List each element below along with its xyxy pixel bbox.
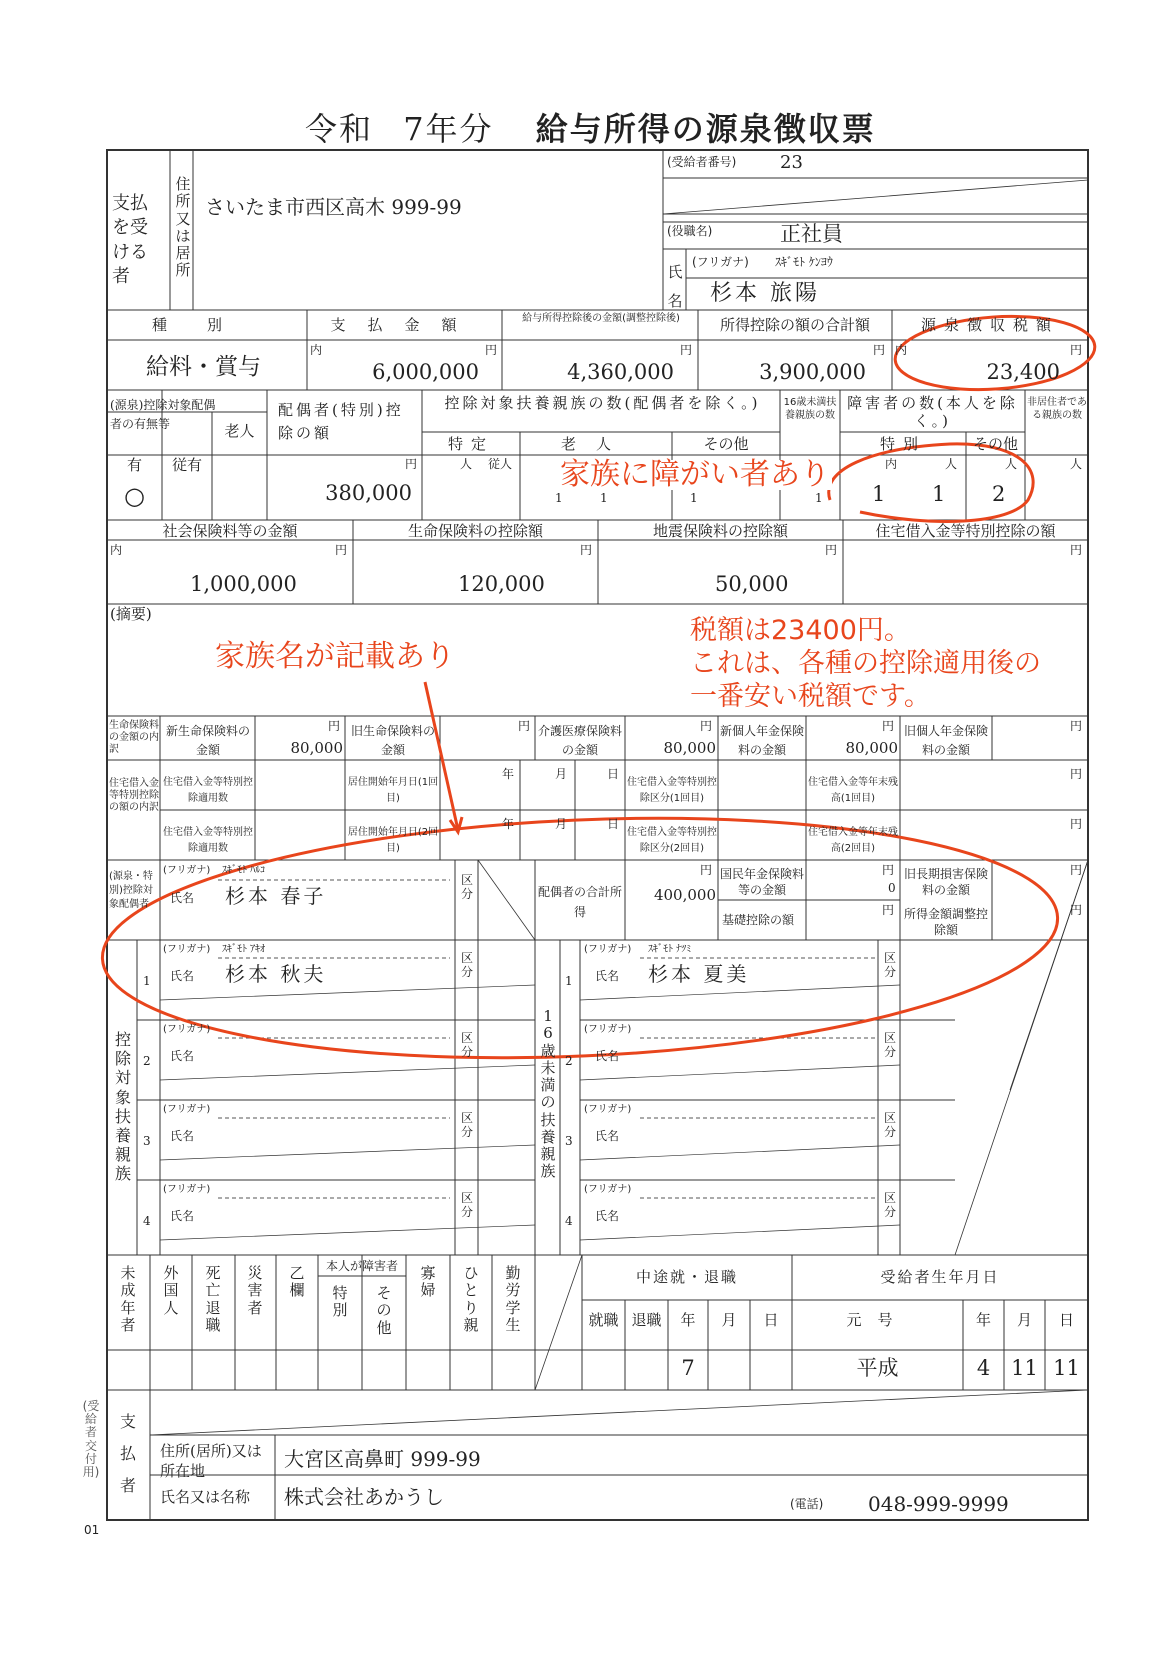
title-year: 7	[403, 110, 426, 148]
new-life-amount: 80,000	[290, 739, 343, 757]
name-label: 氏名	[170, 969, 195, 983]
spouse-juu-label: 従有	[171, 456, 202, 474]
spouse-ari-label: 有	[126, 456, 142, 474]
date2-year: 年	[502, 817, 515, 831]
under16-section-label: 16歳未満の扶養親族	[540, 1007, 556, 1181]
dependent-number: 4	[143, 1214, 151, 1228]
elderly-label: 老人	[224, 422, 255, 440]
payer-tel: 048-999-9999	[868, 1492, 1009, 1516]
old-life-yen: 円	[518, 719, 531, 733]
name-label: 氏名	[170, 1129, 195, 1143]
disabled-special-label: 特別	[879, 435, 926, 453]
midway-year-label: 年	[680, 1311, 696, 1329]
col-working-student: 勤労学生	[505, 1264, 521, 1334]
summary-label: (摘要)	[110, 605, 152, 623]
col-otsu: 乙欄	[289, 1264, 305, 1300]
social-insurance-amount: 1,000,000	[190, 572, 297, 596]
dependent-number: 2	[143, 1054, 151, 1068]
col-foreigner: 外国人	[163, 1264, 179, 1317]
annotation-tax-line3: 一番安い税額です。	[690, 681, 931, 712]
annotation-tax-line1: 税額は23400円。	[690, 615, 911, 646]
housing-deduction-label: 住宅借入金等特別控除の額	[875, 522, 1056, 540]
name-label: 氏名	[595, 1129, 620, 1143]
social-yen: 円	[335, 543, 348, 557]
birth-month-label: 月	[1016, 1311, 1032, 1329]
housing-balance-2-yen: 円	[1070, 817, 1083, 831]
pension-yen: 円	[882, 863, 895, 877]
payer-address: 大宮区高鼻町 999-99	[284, 1447, 481, 1471]
basic-deduction-yen: 円	[882, 903, 895, 917]
life-yen: 円	[580, 543, 593, 557]
basic-deduction-label: 基礎控除の額	[722, 913, 795, 927]
housing-kubun-2-label: 住宅借入金等特別控除区分(2回目)	[627, 827, 717, 854]
pension-label: 国民年金保険料等の金額	[720, 867, 805, 898]
dependents-other-label: その他	[703, 435, 749, 453]
birth-label: 受給者生年月日	[880, 1268, 1000, 1286]
disabled-special-nin: 人	[945, 457, 958, 471]
kubun-label: 区分	[883, 1111, 896, 1139]
date2-day: 日	[607, 817, 620, 831]
special-spouse-label: 配偶者(特別)控除の額	[278, 401, 404, 442]
header-type: 種別	[151, 316, 262, 334]
date1-month: 月	[555, 767, 568, 781]
gengo-label: 元号	[846, 1311, 909, 1329]
date2-month: 月	[555, 817, 568, 831]
payment-yen: 円	[485, 343, 498, 357]
col-death-retire: 死亡退職	[205, 1264, 221, 1334]
col-self-other: その他	[376, 1284, 392, 1337]
title-era: 令和	[305, 110, 374, 148]
midway-month-label: 月	[721, 1311, 737, 1329]
new-pension-label: 新個人年金保険料の金額	[720, 724, 805, 758]
kubun-label: 区分	[460, 951, 473, 979]
life-insurance-amount: 120,000	[458, 572, 545, 596]
taishoku-label: 退職	[631, 1311, 662, 1329]
recipient-address: さいたま市西区高木 999-99	[205, 195, 462, 219]
kubun-label: 区分	[460, 1191, 473, 1219]
col-widow: 寡婦	[420, 1264, 436, 1300]
new-life-label: 新生命保険料の金額	[165, 724, 250, 758]
life-insurance-label: 生命保険料の控除額	[407, 522, 543, 540]
document-title	[305, 110, 876, 148]
recipient-name: 杉本 旅陽	[710, 281, 820, 306]
care-label: 介護医療保険料の金額	[537, 724, 622, 758]
payer-address-label: 住所(居所)又は所在地	[160, 1442, 262, 1481]
title-year-suffix: 年分	[425, 110, 494, 148]
care-amount: 80,000	[663, 739, 716, 757]
disabled-special-count: 1	[932, 482, 946, 506]
spouse-furigana: ｽｷﾞﾓﾄ ﾊﾙｺ	[222, 865, 266, 876]
birth-era: 平成	[856, 1356, 899, 1380]
copy-type-label: (受給者交付用)	[82, 1399, 100, 1479]
after-deduction-yen: 円	[680, 343, 693, 357]
dependent-number: 2	[565, 1054, 573, 1068]
midway-day-label: 日	[763, 1311, 779, 1329]
disabled-other-nin: 人	[1005, 457, 1018, 471]
spouse-name: 杉本 春子	[225, 884, 327, 908]
self-disabled-label: 本人が障害者	[325, 1259, 398, 1273]
payer-label: 支払者	[119, 1412, 136, 1495]
housing-count-label-2: 住宅借入金等特別控除適用数	[163, 827, 253, 854]
housing-balance-2-label: 住宅借入金等年末残高(2回目)	[808, 827, 898, 854]
birth-year: 4	[976, 1356, 991, 1380]
rojin-count-2: 1	[600, 491, 608, 505]
furigana-label: (フリガナ)	[584, 1104, 632, 1115]
kubun-label: 区分	[460, 1031, 473, 1059]
header-withholding: 源泉徴収税額	[920, 316, 1059, 334]
col-disaster: 災害者	[247, 1264, 263, 1317]
tokutei-nin: 人	[460, 457, 473, 471]
name-label: 氏名	[595, 1209, 620, 1223]
housing-kubun-1-label: 住宅借入金等特別控除区分(1回目)	[627, 777, 717, 804]
name-label: 氏名	[595, 1049, 620, 1063]
recipient-number: 23	[780, 152, 803, 173]
col-minor: 未成年者	[120, 1264, 136, 1334]
recipient-label: 支払を受ける者	[112, 193, 148, 287]
kubun-label: 区分	[883, 1191, 896, 1219]
housing-yen: 円	[1070, 543, 1083, 557]
annotation-family: 家族名が記載あり	[215, 639, 455, 674]
social-inner-mark: 内	[110, 543, 123, 557]
dependent-number: 4	[565, 1214, 573, 1228]
rojin-label: 老人	[560, 435, 631, 453]
disabled-other-count: 2	[992, 482, 1006, 506]
tokutei-juunin: 従人	[488, 457, 513, 471]
birth-month: 11	[1011, 1356, 1038, 1380]
name-label: 氏名	[170, 1049, 195, 1063]
header-payment: 支払金額	[330, 316, 479, 334]
furigana-label: (フリガナ)	[584, 944, 632, 955]
col-single-parent: ひとり親	[463, 1264, 479, 1334]
birth-year-label: 年	[975, 1311, 991, 1329]
header-after-deduction: 給与所得控除後の金額(調整控除後)	[522, 313, 680, 324]
midway-year: 7	[681, 1356, 695, 1380]
under16-label: 16歳未満扶養親族の数	[783, 397, 837, 421]
furigana-label: (フリガナ)	[163, 1184, 211, 1195]
earthquake-insurance-label: 地震保険料の控除額	[652, 522, 788, 540]
new-life-yen: 円	[328, 719, 341, 733]
tokutei-label: 特定	[447, 435, 494, 453]
spouse-kubun: 区分	[460, 873, 473, 901]
name-label: 氏名	[595, 969, 620, 983]
dependent-number: 3	[565, 1134, 573, 1148]
disabled-special-inner-count: 1	[872, 482, 886, 506]
payer-name: 株式会社あかうし	[284, 1485, 444, 1509]
recipient-number-label: (受給者番号)	[667, 155, 737, 169]
old-pension-label: 旧個人年金保険料の金額	[903, 724, 988, 758]
dependents-count-label: 控除対象扶養親族の数(配偶者を除く。)	[444, 394, 761, 412]
name-label: 氏名	[170, 1209, 195, 1223]
dependent-furigana: ｽｷﾞﾓﾄ ﾅﾂﾐ	[648, 944, 692, 955]
total-deduction-amount: 3,900,000	[759, 360, 866, 384]
spouse-furigana-label: (フリガナ)	[163, 865, 211, 876]
housing-balance-1-yen: 円	[1070, 767, 1083, 781]
furigana-label: (フリガナ)	[584, 1024, 632, 1035]
furigana-label: (フリガナ)	[584, 1184, 632, 1195]
position-label: (役職名)	[667, 224, 713, 238]
income-type: 給料・賞与	[146, 354, 261, 380]
after-deduction-amount: 4,360,000	[567, 360, 674, 384]
annotation-disabled: 家族に障がい者あり	[560, 457, 830, 492]
withholding-tax-amount: 23,400	[986, 360, 1060, 384]
income-adjust-yen: 円	[1070, 903, 1083, 917]
dependent-number: 1	[565, 974, 573, 988]
furigana-label: (フリガナ)	[163, 944, 211, 955]
dependent-number: 1	[143, 974, 151, 988]
old-pension-yen: 円	[1070, 719, 1083, 733]
page-code: 01	[84, 1523, 100, 1537]
disabled-inner-mark: 内	[885, 457, 898, 471]
recipient-furigana: ｽｷﾞﾓﾄ ｹﾝﾖｳ	[775, 255, 833, 269]
earthquake-insurance-amount: 50,000	[715, 572, 789, 596]
old-long-term-label: 旧長期損害保険料の金額	[903, 867, 988, 898]
spouse-status-label: (源泉)控除対象配偶者の有無等	[110, 398, 216, 431]
withholding-yen: 円	[1070, 343, 1083, 357]
header-total-deduction: 所得控除の額の合計額	[719, 316, 870, 334]
shushoku-label: 就職	[588, 1311, 619, 1329]
housing-balance-1-label: 住宅借入金等年末残高(1回目)	[808, 777, 898, 804]
nonresident-label: 非居住者である親族の数	[1027, 397, 1087, 421]
residence-date-1-label: 居住開始年月日(1回目)	[347, 777, 439, 804]
address-label: 住所又は居所	[175, 175, 191, 280]
dependent-number: 3	[143, 1134, 151, 1148]
recipient-position: 正社員	[780, 222, 843, 246]
date1-day: 日	[607, 767, 620, 781]
nonresident-nin: 人	[1070, 457, 1083, 471]
spouse-income-label: 配偶者の合計所得	[537, 885, 622, 920]
rojin-count: 1	[555, 491, 563, 505]
payer-name-label: 氏名又は名称	[160, 1488, 251, 1506]
earthquake-yen: 円	[825, 543, 838, 557]
pension-amount: 0	[888, 881, 896, 895]
spouse-income: 400,000	[653, 886, 716, 904]
title-name: 給与所得の源泉徴収票	[535, 110, 876, 148]
payment-amount: 6,000,000	[372, 360, 479, 384]
care-yen: 円	[700, 719, 713, 733]
furigana-label: (フリガナ)	[692, 255, 749, 269]
disabled-other-label: その他	[972, 435, 1018, 453]
housing-detail-label: 住宅借入金等特別控除の額の内訳	[109, 778, 159, 813]
dependents-section-label: 控除対象扶養親族	[114, 1030, 131, 1184]
new-pension-yen: 円	[882, 719, 895, 733]
payment-inner-mark: 内	[310, 343, 323, 357]
spouse-name-label: 氏名	[170, 891, 195, 905]
kubun-label: 区分	[460, 1111, 473, 1139]
new-pension-amount: 80,000	[845, 739, 898, 757]
name-label: 氏名	[667, 263, 683, 310]
spouse-mark: ○	[124, 482, 145, 510]
date1-year: 年	[502, 767, 515, 781]
disabled-label: 障害者の数(本人を除く。)	[847, 394, 1018, 430]
social-insurance-label: 社会保険料等の金額	[162, 522, 298, 540]
furigana-label: (フリガナ)	[163, 1104, 211, 1115]
dependent-furigana: ｽｷﾞﾓﾄ ｱｷｵ	[222, 944, 266, 955]
special-spouse-amount: 380,000	[325, 481, 412, 505]
withholding-inner-mark: 内	[895, 343, 908, 357]
life-detail-label: 生命保険料の金額の内訳	[109, 720, 159, 755]
under16-count: 1	[815, 491, 823, 505]
kubun-label: 区分	[883, 1031, 896, 1059]
kubun-label: 区分	[883, 951, 896, 979]
birth-day: 11	[1053, 1356, 1080, 1380]
col-self-special: 特別	[332, 1284, 348, 1320]
residence-date-2-label: 居住開始年月日(2回目)	[347, 827, 439, 854]
total-deduction-yen: 円	[873, 343, 886, 357]
income-adjust-label: 所得金額調整控除額	[903, 907, 988, 938]
spouse-income-yen: 円	[700, 863, 713, 877]
spouse-section-label: (源泉・特別)控除対象配偶者	[109, 871, 153, 910]
birth-day-label: 日	[1058, 1311, 1074, 1329]
midway-label: 中途就・退職	[635, 1268, 738, 1286]
furigana-label: (フリガナ)	[163, 1024, 211, 1035]
other-dependents-count: 1	[690, 491, 698, 505]
old-long-term-yen: 円	[1070, 863, 1083, 877]
dependent-name: 杉本 夏美	[648, 962, 750, 986]
dependent-name: 杉本 秋夫	[225, 962, 327, 986]
old-life-label: 旧生命保険料の金額	[350, 724, 435, 758]
payer-tel-label: (電話)	[790, 1497, 824, 1511]
annotation-tax-line2: これは、各種の控除適用後の	[690, 648, 1041, 679]
housing-count-label: 住宅借入金等特別控除適用数	[163, 777, 253, 804]
special-spouse-yen: 円	[405, 457, 418, 471]
